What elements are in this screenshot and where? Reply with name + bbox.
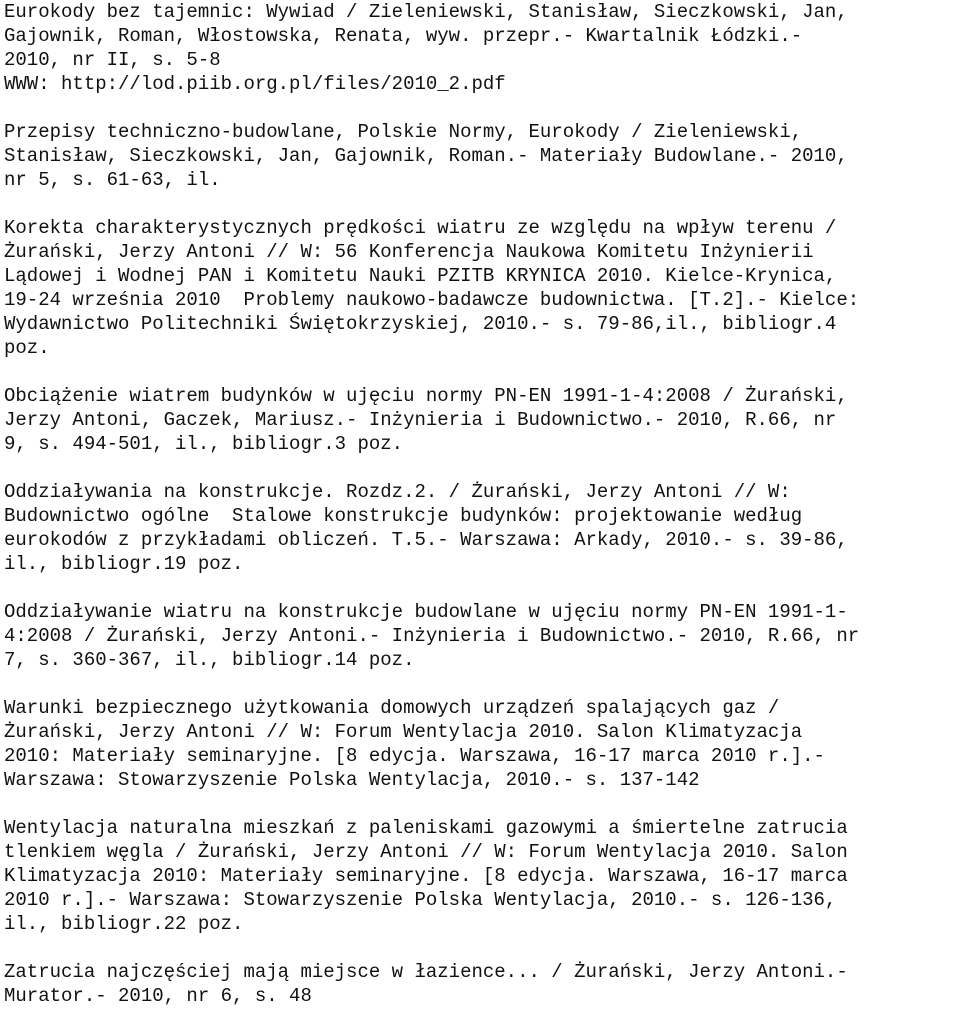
entry-line: 19-24 września 2010 Problemy naukowo-badawcze budownictwa. [T.2].- Kielce: (4, 289, 860, 311)
entry-line: Korekta charakterystycznych prędkości wiatru ze względu na wpływ terenu / (4, 217, 837, 239)
entry-url-line[interactable]: WWW: http://lod.piib.org.pl/files/2010_2.pdf (4, 73, 506, 95)
entry-line: Przepisy techniczno-budowlane, Polskie Normy, Eurokody / Zieleniewski, (4, 121, 803, 143)
bibliography-entry-4 (4, 384, 954, 456)
entry-line: il., bibliogr.19 poz. (4, 553, 244, 575)
entry-line: Oddziaływanie wiatru na konstrukcje budowlane w ujęciu normy PN-EN 1991-1- (4, 601, 848, 623)
bibliography-entry-5 (4, 480, 954, 576)
entry-line: il., bibliogr.22 poz. (4, 913, 244, 935)
entry-line: Żurański, Jerzy Antoni // W: Forum Wentylacja 2010. Salon Klimatyzacja (4, 721, 803, 743)
entry-line: 2010: Materiały seminaryjne. [8 edycja. Warszawa, 16-17 marca 2010 r.].- (4, 745, 825, 767)
entry-line: Obciążenie wiatrem budynków w ujęciu normy PN-EN 1991-1-4:2008 / Żurański, (4, 385, 848, 407)
entry-line: tlenkiem węgla / Żurański, Jerzy Antoni // W: Forum Wentylacja 2010. Salon (4, 841, 848, 863)
entry-line: Gajownik, Roman, Włostowska, Renata, wyw. przepr.- Kwartalnik Łódzki.- (4, 25, 803, 47)
entry-line: Wydawnictwo Politechniki Świętokrzyskiej, 2010.- s. 79-86,il., bibliogr.4 (4, 313, 837, 335)
entry-line: Stanisław, Sieczkowski, Jan, Gajownik, Roman.- Materiały Budowlane.- 2010, (4, 145, 848, 167)
entry-line: Klimatyzacja 2010: Materiały seminaryjne. [8 edycja. Warszawa, 16-17 marca (4, 865, 848, 887)
entry-line: Oddziaływania na konstrukcje. Rozdz.2. / Żurański, Jerzy Antoni // W: (4, 481, 791, 503)
entry-line: Jerzy Antoni, Gaczek, Mariusz.- Inżynieria i Budownictwo.- 2010, R.66, nr (4, 409, 837, 431)
entry-line: Eurokody bez tajemnic: Wywiad / Zieleniewski, Stanisław, Sieczkowski, Jan, (4, 1, 848, 23)
entry-line: Zatrucia najczęściej mają miejsce w łazience... / Żurański, Jerzy Antoni.- (4, 961, 848, 983)
entry-line: eurokodów z przykładami obliczeń. T.5.- Warszawa: Arkady, 2010.- s. 39-86, (4, 529, 848, 551)
bibliography-entry-6 (4, 600, 954, 672)
bibliography-entry-3 (4, 216, 954, 360)
entry-line: 2010, nr II, s. 5-8 (4, 49, 221, 71)
entry-line: nr 5, s. 61-63, il. (4, 169, 221, 191)
entry-line: Warunki bezpiecznego użytkowania domowych urządzeń spalających gaz / (4, 697, 780, 719)
entry-line: 4:2008 / Żurański, Jerzy Antoni.- Inżynieria i Budownictwo.- 2010, R.66, nr (4, 625, 860, 647)
entry-line: Wentylacja naturalna mieszkań z paleniskami gazowymi a śmiertelne zatrucia (4, 817, 848, 839)
bibliography-entry-9 (4, 960, 954, 1008)
entry-line: Warszawa: Stowarzyszenie Polska Wentylacja, 2010.- s. 137-142 (4, 769, 700, 791)
entry-line: Budownictwo ogólne Stalowe konstrukcje budynków: projektowanie według (4, 505, 803, 527)
entry-line: 9, s. 494-501, il., bibliogr.3 poz. (4, 433, 404, 455)
entry-line: Lądowej i Wodnej PAN i Komitetu Nauki PZITB KRYNICA 2010. Kielce-Krynica, (4, 265, 837, 287)
bibliography-entry-7 (4, 696, 954, 792)
entry-line: Żurański, Jerzy Antoni // W: 56 Konferencja Naukowa Komitetu Inżynierii (4, 241, 814, 263)
bibliography-entry-8 (4, 816, 954, 936)
bibliography-entry-1 (4, 0, 954, 96)
entry-line: Murator.- 2010, nr 6, s. 48 (4, 985, 312, 1007)
entry-line: 7, s. 360-367, il., bibliogr.14 poz. (4, 649, 415, 671)
bibliography-entry-2 (4, 120, 954, 192)
entry-line: 2010 r.].- Warszawa: Stowarzyszenie Polska Wentylacja, 2010.- s. 126-136, (4, 889, 837, 911)
entry-line: poz. (4, 337, 50, 359)
